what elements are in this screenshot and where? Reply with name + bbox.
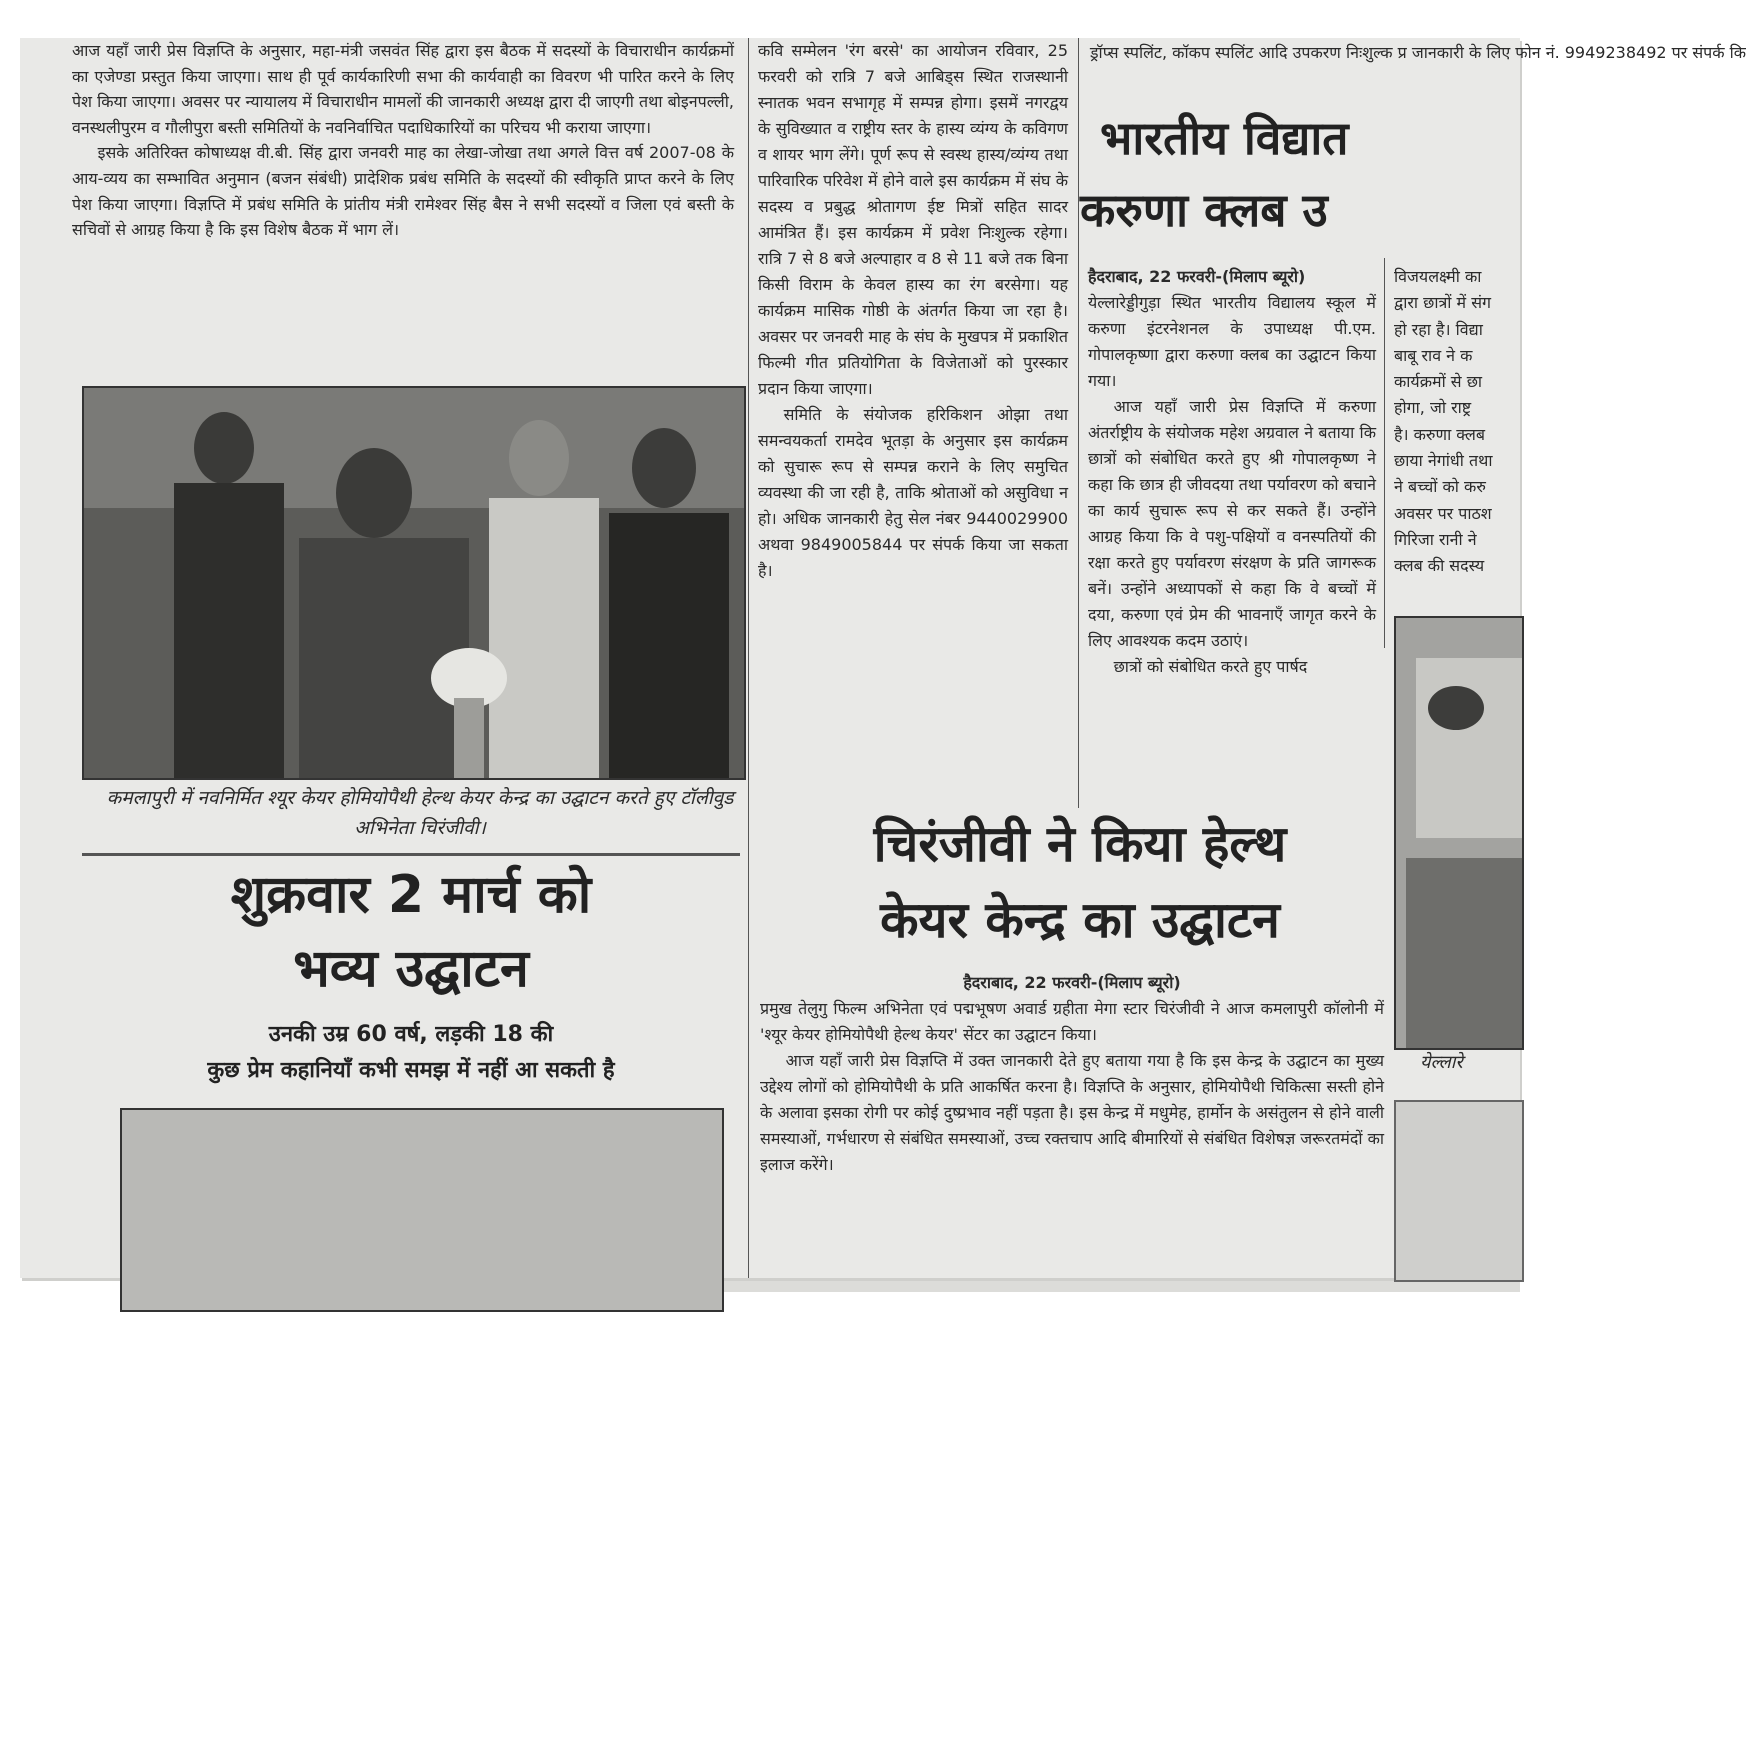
karuna-photo-illustration — [1396, 618, 1522, 1048]
story-paragraph-1: प्रमुख तेलुगु फिल्म अभिनेता एवं पद्मभूषण अवार्ड ग्रहीता मेगा स्टार चिरंजीवी ने आज कमलापुरी कॉलोनी में 'श्यूर केयर होमियोपैथी हेल्थ केयर' सेंटर का उद्घाटन किया। — [760, 999, 1384, 1044]
ad-headline-1: शुक्रवार 2 मार्च को — [230, 865, 592, 925]
story-paragraph-2: आज यहाँ जारी प्रेस विज्ञप्ति में उक्त जानकारी देते हुए बताया गया है कि इस केन्द्र के उद्घाटन का मुख्य उद्देश्य लोगों को होमियोपैथी के प्रति आकर्षित करना है। विज्ञप्ति के अनुसार, होमियोपैथी चिकित्सा सस्ती होने के अलावा इसका रोगी पर कोई दुष्प्रभाव नहीं पड़ता है। इस केन्द्र में मधुमेह, हार्मोन के असंतुलन से होने वाली समस्याओं, गर्भधारण से संबंधित समस्याओं, उच्च रक्तचाप आदि बीमारियों से संबंधित विशेषज्ञ जरूरतमंदों का इलाज करेंगे। — [760, 1051, 1384, 1174]
story-headline-2: केयर केन्द्र का उद्घाटन — [880, 891, 1280, 949]
column-3-article — [1088, 264, 1376, 680]
col3-paragraph-2: आज यहाँ जारी प्रेस विज्ञप्ति में करुणा अंतर्राष्ट्रीय के संयोजक महेश अग्रवाल ने बताया कि छात्रों को संबोधित करते हुए श्री गोपालकृष्ण ने कहा कि छात्र ही जीवदया तथा पर्यावरण को बचाने का कार्य सुचारू रूप से कर सकते हैं। उन्होंने आग्रह किया कि वे पशु-पक्षियों व वनस्पतियों की रक्षा करते हुए पर्यावरण संरक्षण के प्रति जागरूक बनें। उन्होंने अध्यापकों से कहा कि वे बच्चों में दया, करुणा एवं प्रेम की भावनाएँ जागृत करने के लिए आवश्यक कदम उठाएं। — [1088, 397, 1376, 650]
column-4-article — [1394, 264, 1520, 580]
col4-line: हो रहा है। विद्या — [1394, 319, 1483, 339]
karuna-photo-caption: येल्लारे — [1420, 1052, 1463, 1073]
ad-tagline-2: कुछ प्रेम कहानियाँ कभी समझ में नहीं आ सकती है — [207, 1058, 615, 1083]
col4-line: छाया नेगांधी तथा — [1394, 451, 1493, 471]
col3-headline-1: भारतीय विद्यात — [1100, 111, 1349, 165]
col3-dateline: हैदराबाद, 22 फरवरी-(मिलाप ब्यूरो) — [1088, 267, 1306, 286]
newspaper-clipping — [20, 38, 1746, 1278]
col4-line: है। करुणा क्लब — [1394, 424, 1486, 444]
col4-line: बाबू राव ने क — [1394, 345, 1473, 365]
karuna-club-photo — [1394, 616, 1524, 1050]
story-headline-1: चिरंजीवी ने किया हेल्थ — [873, 815, 1287, 873]
column-divider-1 — [748, 38, 749, 1278]
ad-tagline-1: उनकी उम्र 60 वर्ष, लड़की 18 की — [268, 1022, 554, 1047]
col4-line: क्लब की सदस्य — [1394, 556, 1485, 576]
column-1-article — [72, 38, 734, 243]
col3-headline-2: करुणा क्लब उ — [1080, 183, 1328, 237]
ad-top-rule — [82, 853, 740, 856]
ad-headline-2: भव्य उद्घाटन — [293, 939, 529, 999]
col3-paragraph-3: छात्रों को संबोधित करते हुए पार्षद — [1113, 657, 1308, 676]
col1-paragraph-2: इसके अतिरिक्त कोषाध्यक्ष वी.बी. सिंह द्वारा जनवरी माह का लेखा-जोखा तथा अगले वित्त वर्ष 2007-08 के आय-व्यय का सम्भावित अनुमान (बजन संबंधी) प्रादेशिक प्रबंध समिति के सदस्यों की स्वीकृति प्राप्त करने के लिए पेश किया जाएगा। विज्ञप्ति में प्रबंध समिति के प्रांतीय मंत्री रामेश्वर सिंह बैस ने सभी सदस्यों व जिला एवं बस्ती के सचिवों से आग्रह किया है कि इस विशेष बैठक में भाग लें। — [72, 143, 734, 240]
col4-line: द्वारा छात्रों में संग — [1394, 293, 1492, 313]
photo-caption: कमलापुरी में नवनिर्मित श्यूर केयर होमियोपैथी हेल्थ केयर केन्द्र का उद्घाटन करते हुए टॉलीवुड अभिनेता चिरंजीवी। — [106, 787, 734, 839]
col4-line: विजयलक्ष्मी का — [1394, 267, 1482, 286]
col4-line: होगा, जो राष्ट्र — [1394, 398, 1472, 418]
column-divider-2 — [1078, 38, 1079, 808]
col3-paragraph-1: येल्लारेड्डीगुड़ा स्थित भारतीय विद्यालय स्कूल में करुणा इंटरनेशनल के उपाध्यक्ष पी.एम. गोपालकृष्णा द्वारा करुणा क्लब का उद्घाटन किया गया। — [1088, 293, 1376, 390]
col2-paragraph-1: कवि सम्मेलन 'रंग बरसे' का आयोजन रविवार, 25 फरवरी को रात्रि 7 बजे आबिड्स स्थित राजस्थानी स्नातक भवन सभागृह में सम्पन्न होगा। इसमें नगरद्वय के सुविख्यात व राष्ट्रीय स्तर के हास्य व्यंग्य के कविगण व शायर भाग लेंगे। पूर्ण रूप से स्वस्थ हास्य/व्यंग्य तथा पारिवारिक परिवेश में होने वाले इस कार्यक्रम में संघ के सदस्य व प्रबुद्ध श्रोतागण ईष्ट मित्रों सहित सादर आमंत्रित हैं। इस कार्यक्रम में प्रवेश निःशुल्क रहेगा। रात्रि 7 से 8 बजे अल्पाहार व 8 से 11 बजे तक बिना किसी विराम के केवल हास्य का रंग बरसेगा। यह कार्यक्रम मासिक गोष्ठी के अंतर्गत किया जा रहा है। अवसर पर जनवरी माह के संघ के मुखपत्र में प्रकाशित फिल्मी गीत प्रतियोगिता के विजेताओं को पुरस्कार प्रदान किया जाएगा। — [758, 41, 1068, 398]
column-divider-3 — [1384, 258, 1385, 648]
column-3-top-text: ड्रॉप्स स्पलिंट, कॉकप स्पलिंट आदि उपकरण निःशुल्क प्र जानकारी के लिए फोन नं. 9949238492 पर संपर्क कि — [1090, 43, 1746, 62]
col4-line: गिरिजा रानी ने — [1394, 529, 1477, 549]
col2-paragraph-2: समिति के संयोजक हरिकिशन ओझा तथा समन्वयकर्ता रामदेव भूतड़ा के अनुसार इस कार्यक्रम को सुचारू रूप से सम्पन्न कराने के लिए समुचित व्यवस्था की जा रही है, ताकि श्रोताओं को असुविधा न हो। अधिक जानकारी हेतु सेल नंबर 9440029900 अथवा 9849005844 पर संपर्क किया जा सकता है। — [758, 405, 1068, 580]
small-bottom-photo — [1394, 1100, 1524, 1282]
col4-line: कार्यक्रमों से छा — [1394, 372, 1483, 392]
chiranjeevi-inauguration-photo — [82, 386, 746, 780]
story-dateline: हैदराबाद, 22 फरवरी-(मिलाप ब्यूरो) — [963, 973, 1181, 992]
photo-illustration — [84, 388, 744, 778]
ad-image-frame — [120, 1108, 724, 1312]
col4-line: अवसर पर पाठश — [1394, 503, 1492, 523]
col1-paragraph-1: आज यहाँ जारी प्रेस विज्ञप्ति के अनुसार, महा-मंत्री जसवंत सिंह द्वारा इस बैठक में सदस्यों के विचाराधीन कार्यक्रमों का एजेण्डा प्रस्तुत किया जाएगा। साथ ही पूर्व कार्यकारिणी सभा की कार्यवाही का विवरण भी पारित करने के लिए पेश किया जाएगा। अवसर पर न्यायालय में विचाराधीन मामलों की जानकारी अध्यक्ष द्वारा दी जाएगी तथा बोइनपल्ली, वनस्थलीपुरम व गौलीपुरा बस्ती समितियों के नवनिर्वाचित पदाधिकारियों का परिचय भी कराया जाएगा। — [72, 41, 734, 137]
chiranjeevi-article — [760, 970, 1384, 1178]
column-2-article — [758, 38, 1068, 584]
col4-line: ने बच्चों को करु — [1394, 477, 1486, 497]
